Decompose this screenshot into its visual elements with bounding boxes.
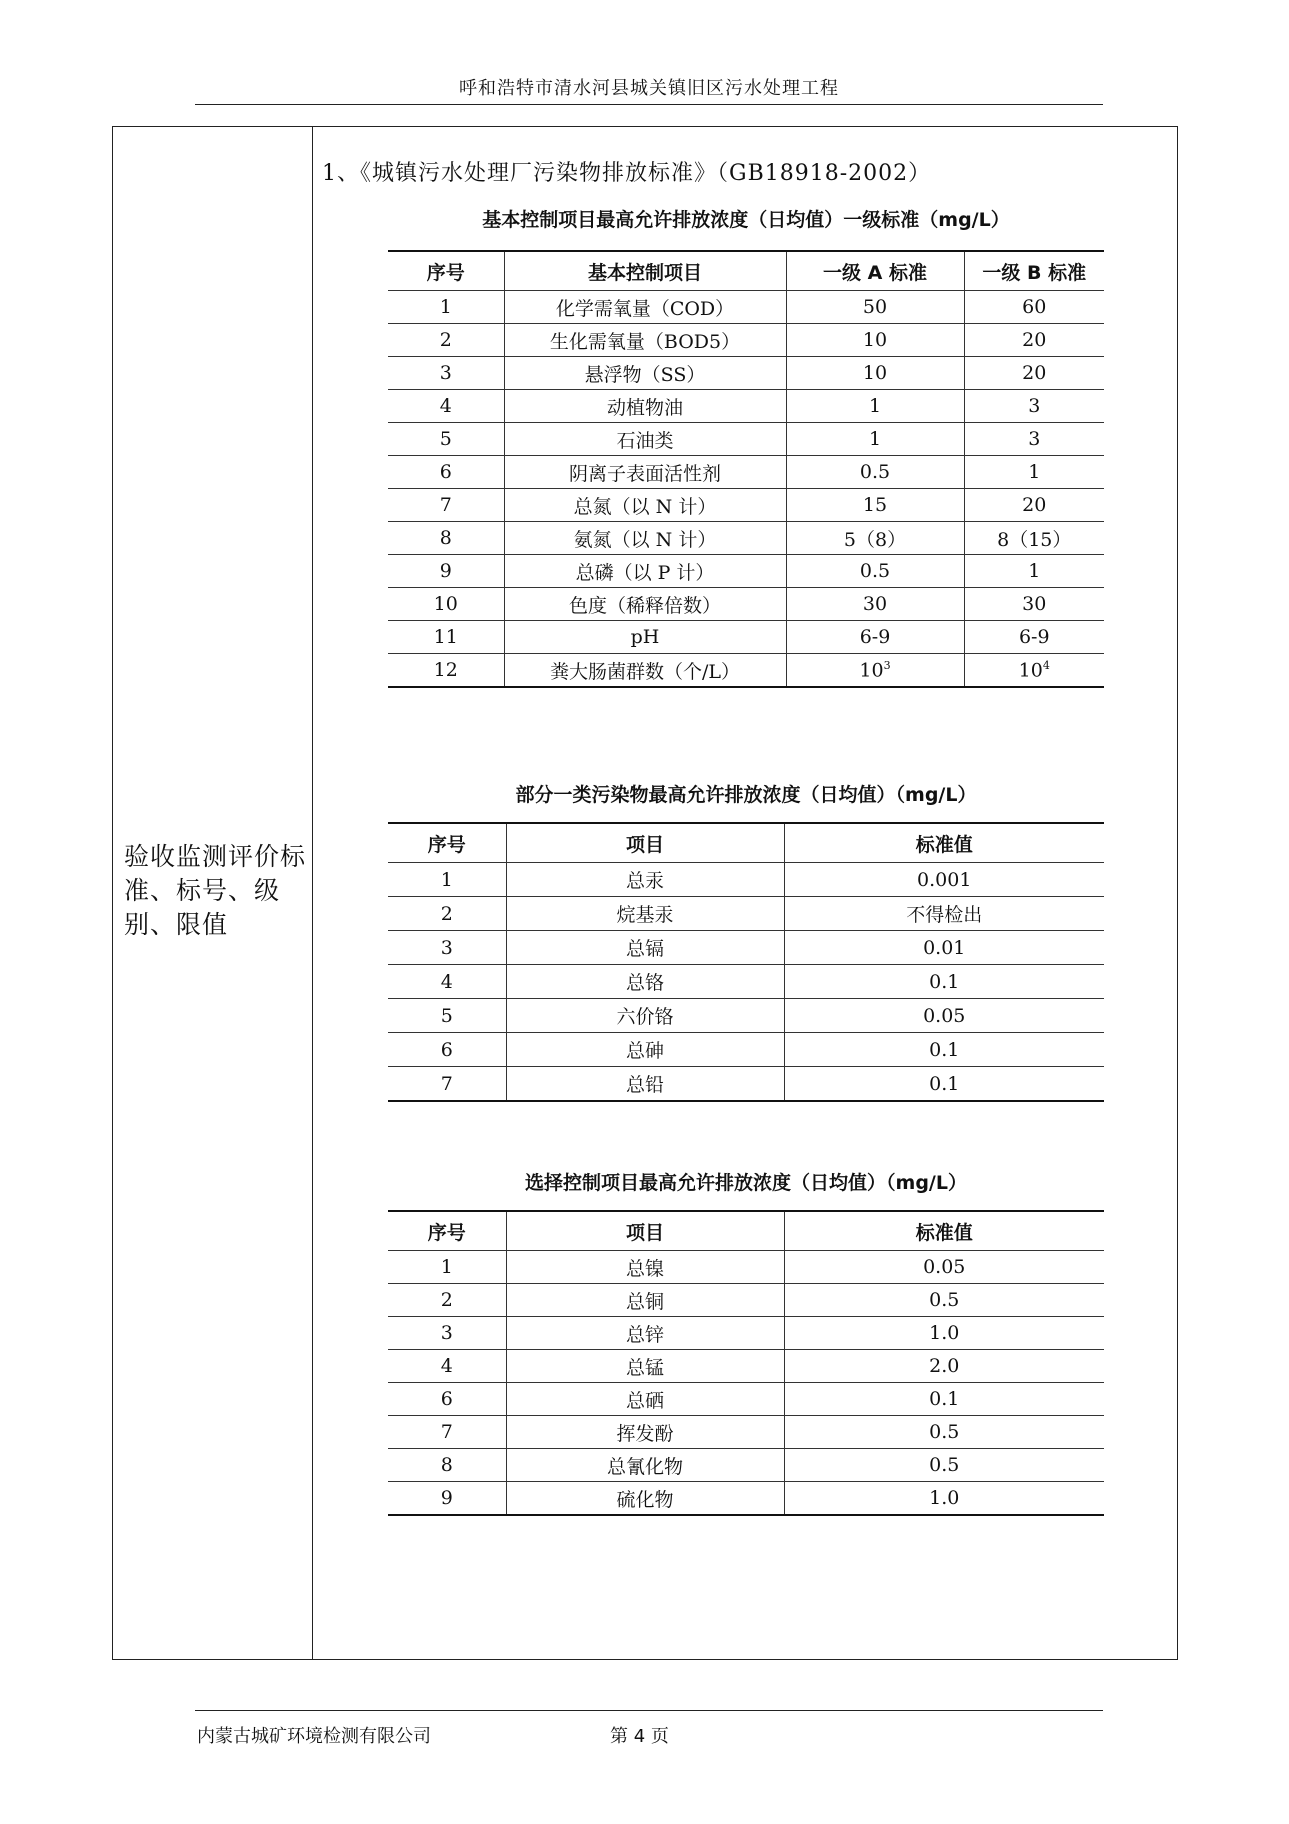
table-cell: 1 <box>786 390 964 423</box>
table-row <box>388 423 1104 456</box>
footer-page-number: 第 4 页 <box>610 1726 669 1747</box>
footer-rule <box>195 1710 1103 1711</box>
table-row <box>388 324 1104 357</box>
table-cell: 0.1 <box>784 1067 1104 1102</box>
table2-caption: 部分一类污染物最高允许排放浓度（日均值）（mg/L） <box>515 784 977 806</box>
table-cell: 烷基汞 <box>506 897 784 931</box>
table-header-row <box>388 1211 1104 1251</box>
table-cell: 4 <box>388 390 504 423</box>
row-label: 验收监测评价标准、标号、级别、限值 <box>124 842 307 939</box>
table-cell: 色度（稀释倍数） <box>504 588 786 621</box>
column-header: 序号 <box>388 823 506 863</box>
table-cell: 2 <box>388 1284 506 1317</box>
table-cell: 5 <box>388 423 504 456</box>
table-cell: 0.5 <box>784 1449 1104 1482</box>
table-cell: 1 <box>964 456 1104 489</box>
table-row <box>388 1350 1104 1383</box>
table-row <box>388 897 1104 931</box>
exponent: 3 <box>883 658 891 672</box>
table-cell: 12 <box>388 654 504 688</box>
table-cell: 6-9 <box>964 621 1104 654</box>
table-cell: 总铬 <box>506 965 784 999</box>
table-row <box>388 1482 1104 1516</box>
table-row <box>388 999 1104 1033</box>
column-header: 一级 B 标准 <box>964 251 1104 291</box>
table-cell: 4 <box>388 965 506 999</box>
class1-pollutant-table <box>388 822 1104 1102</box>
table-cell: 0.05 <box>784 999 1104 1033</box>
table-cell: 六价铬 <box>506 999 784 1033</box>
table-cell: pH <box>504 621 786 654</box>
table-row <box>388 390 1104 423</box>
table-cell: 2.0 <box>784 1350 1104 1383</box>
section-title: 1、《城镇污水处理厂污染物排放标准》（GB18918-2002） <box>322 161 932 186</box>
table-cell: 5（8） <box>786 522 964 555</box>
table-header-row <box>388 823 1104 863</box>
table-header-row <box>388 251 1104 291</box>
table-row <box>388 555 1104 588</box>
header-rule <box>195 104 1103 105</box>
table-row <box>388 1449 1104 1482</box>
table-row <box>388 863 1104 897</box>
table-cell: 10 <box>786 357 964 390</box>
table-row <box>388 1067 1104 1102</box>
table-cell: 7 <box>388 1416 506 1449</box>
table-row <box>388 1383 1104 1416</box>
table-cell: 6-9 <box>786 621 964 654</box>
table-row <box>388 965 1104 999</box>
table-cell: 1 <box>388 863 506 897</box>
table-cell: 6 <box>388 456 504 489</box>
table-row <box>388 291 1104 324</box>
table-row <box>388 489 1104 522</box>
table-cell: 20 <box>964 489 1104 522</box>
table-cell: 阴离子表面活性剂 <box>504 456 786 489</box>
table-cell: 0.5 <box>784 1284 1104 1317</box>
table-cell: $10^4$ <box>964 654 1104 688</box>
table-cell: 1 <box>388 1251 506 1284</box>
table-row <box>388 522 1104 555</box>
table-cell: 石油类 <box>504 423 786 456</box>
column-header: 基本控制项目 <box>504 251 786 291</box>
table-cell: 氨氮（以 N 计） <box>504 522 786 555</box>
table-row <box>388 456 1104 489</box>
page-header: 呼和浩特市清水河县城关镇旧区污水处理工程 <box>459 78 839 99</box>
table-row <box>388 1251 1104 1284</box>
table-row <box>388 588 1104 621</box>
table-row <box>388 1416 1104 1449</box>
table-cell: 10 <box>786 324 964 357</box>
table-cell: 11 <box>388 621 504 654</box>
table-cell: 总砷 <box>506 1033 784 1067</box>
table-cell: 总锰 <box>506 1350 784 1383</box>
table-cell: 总磷（以 P 计） <box>504 555 786 588</box>
table-cell: 0.001 <box>784 863 1104 897</box>
table-cell: 5 <box>388 999 506 1033</box>
table-cell: 30 <box>786 588 964 621</box>
column-header: 一级 A 标准 <box>786 251 964 291</box>
basic-control-table <box>388 250 1104 688</box>
table-cell: 8 <box>388 1449 506 1482</box>
column-header: 项目 <box>506 823 784 863</box>
table-row <box>388 357 1104 390</box>
table-cell: 50 <box>786 291 964 324</box>
table-cell: 0.5 <box>786 555 964 588</box>
table-cell: 1.0 <box>784 1482 1104 1516</box>
table-cell: 粪大肠菌群数（个/L） <box>504 654 786 688</box>
table-cell: 0.01 <box>784 931 1104 965</box>
table-cell: 7 <box>388 1067 506 1102</box>
table-cell: 总氮（以 N 计） <box>504 489 786 522</box>
table-cell: 30 <box>964 588 1104 621</box>
table-cell: 20 <box>964 324 1104 357</box>
table-cell: 化学需氧量（COD） <box>504 291 786 324</box>
table-cell: 总铅 <box>506 1067 784 1102</box>
table-cell: 总硒 <box>506 1383 784 1416</box>
table-row <box>388 1033 1104 1067</box>
column-header: 标准值 <box>784 823 1104 863</box>
frame-divider <box>312 126 313 1660</box>
table-cell: $10^3$ <box>786 654 964 688</box>
footer-company: 内蒙古城矿环境检测有限公司 <box>197 1726 431 1747</box>
table-cell: 0.5 <box>786 456 964 489</box>
column-header: 序号 <box>388 251 504 291</box>
selective-control-table <box>388 1210 1104 1516</box>
table-cell: 9 <box>388 555 504 588</box>
table3-caption: 选择控制项目最高允许排放浓度（日均值）（mg/L） <box>525 1172 967 1194</box>
table-cell: 总汞 <box>506 863 784 897</box>
table-cell: 1 <box>786 423 964 456</box>
table-cell: 10 <box>388 588 504 621</box>
column-header: 标准值 <box>784 1211 1104 1251</box>
table-cell: 总镉 <box>506 931 784 965</box>
table-cell: 总锌 <box>506 1317 784 1350</box>
exponent: 4 <box>1042 658 1050 672</box>
table-row <box>388 1317 1104 1350</box>
table-cell: 动植物油 <box>504 390 786 423</box>
table-cell: 4 <box>388 1350 506 1383</box>
table-cell: 6 <box>388 1033 506 1067</box>
table-cell: 9 <box>388 1482 506 1516</box>
table-cell: 挥发酚 <box>506 1416 784 1449</box>
table-cell: 硫化物 <box>506 1482 784 1516</box>
table-cell: 3 <box>388 931 506 965</box>
table-row <box>388 1284 1104 1317</box>
table-row <box>388 654 1104 688</box>
table-row <box>388 621 1104 654</box>
table-cell: 2 <box>388 897 506 931</box>
table1-caption: 基本控制项目最高允许排放浓度（日均值）一级标准（mg/L） <box>482 209 1010 231</box>
table-cell: 3 <box>964 390 1104 423</box>
table-cell: 15 <box>786 489 964 522</box>
table-cell: 0.05 <box>784 1251 1104 1284</box>
table-cell: 0.1 <box>784 1383 1104 1416</box>
table-cell: 6 <box>388 1383 506 1416</box>
table-cell: 1 <box>964 555 1104 588</box>
table-cell: 总镍 <box>506 1251 784 1284</box>
table-cell: 60 <box>964 291 1104 324</box>
table-cell: 总铜 <box>506 1284 784 1317</box>
table-cell: 不得检出 <box>784 897 1104 931</box>
table-cell: 生化需氧量（BOD5） <box>504 324 786 357</box>
table-cell: 1 <box>388 291 504 324</box>
table-cell: 7 <box>388 489 504 522</box>
table-cell: 8（15） <box>964 522 1104 555</box>
column-header: 项目 <box>506 1211 784 1251</box>
table-cell: 0.1 <box>784 965 1104 999</box>
column-header: 序号 <box>388 1211 506 1251</box>
table-cell: 3 <box>388 1317 506 1350</box>
table-cell: 3 <box>388 357 504 390</box>
table-cell: 0.1 <box>784 1033 1104 1067</box>
table-row <box>388 931 1104 965</box>
table-cell: 8 <box>388 522 504 555</box>
table-cell: 2 <box>388 324 504 357</box>
table-cell: 悬浮物（SS） <box>504 357 786 390</box>
table-cell: 总氰化物 <box>506 1449 784 1482</box>
table-cell: 0.5 <box>784 1416 1104 1449</box>
table-cell: 20 <box>964 357 1104 390</box>
table-cell: 1.0 <box>784 1317 1104 1350</box>
table-cell: 3 <box>964 423 1104 456</box>
